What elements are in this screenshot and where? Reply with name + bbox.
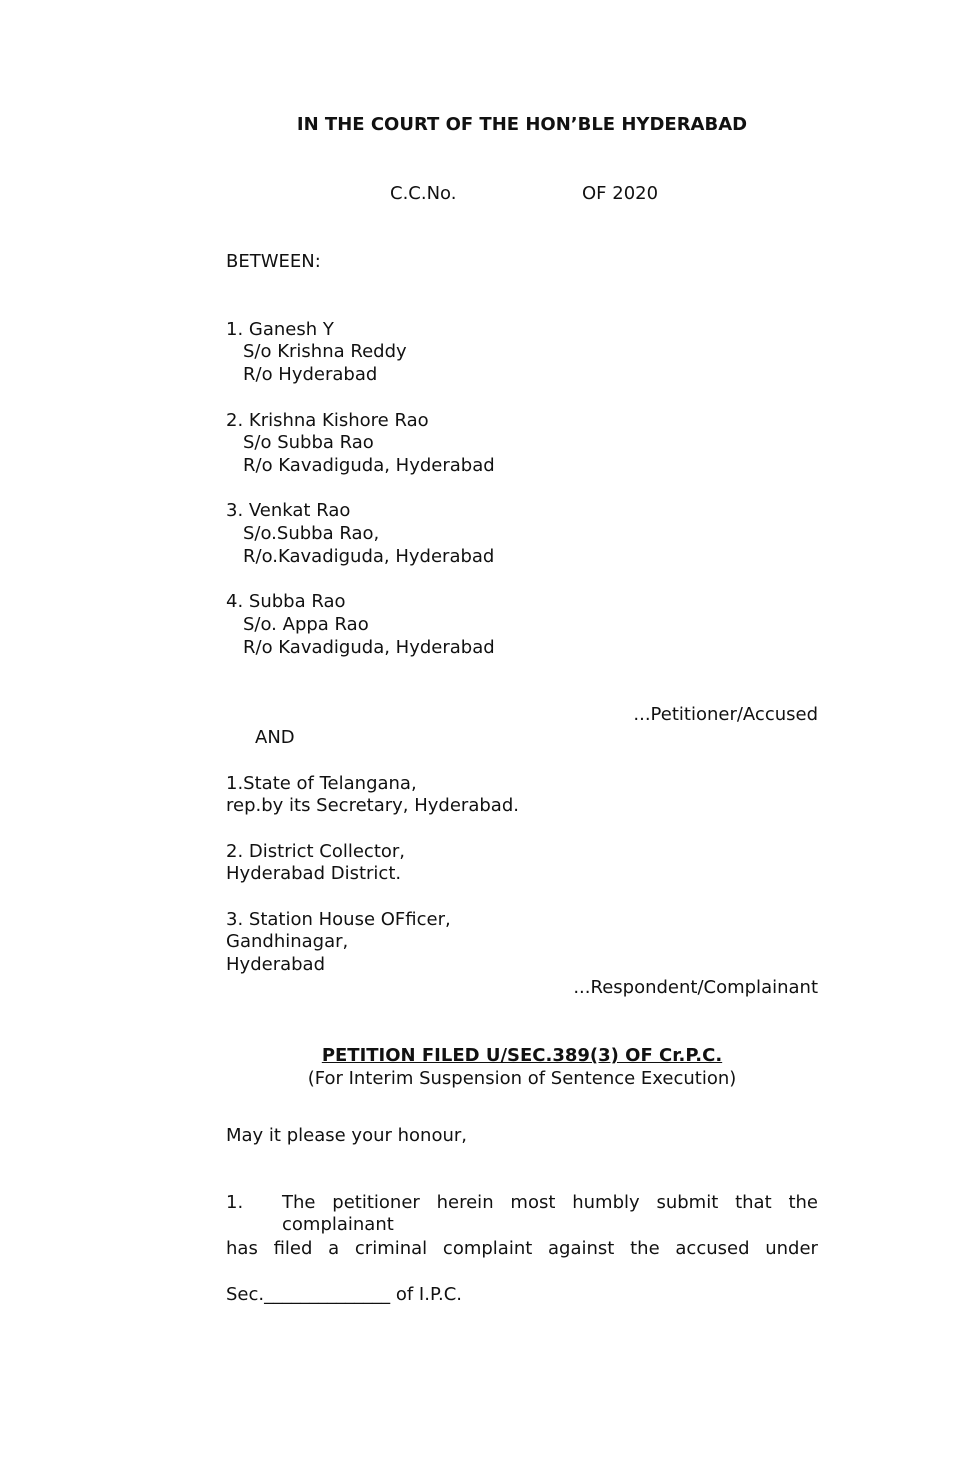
respondent-line: rep.by its Secretary, Hyderabad. — [226, 795, 519, 816]
respondent-line: Gandhinagar, — [226, 931, 349, 952]
word: filed — [273, 1238, 313, 1259]
petitioner-parent: S/o Subba Rao — [243, 432, 374, 453]
petitioner-name: 2. Krishna Kishore Rao — [226, 410, 429, 431]
petitioner-residence: R/o Kavadiguda, Hyderabad — [243, 455, 495, 476]
respondent-line: 2. District Collector, — [226, 841, 406, 862]
petitioner-role: ...Petitioner/Accused — [633, 704, 818, 725]
case-number-label: C.C.No. — [390, 183, 457, 204]
case-year: OF 2020 — [582, 183, 659, 204]
petition-heading: PETITION FILED U/SEC.389(3) OF Cr.P.C. — [321, 1045, 723, 1066]
petition-subheading: (For Interim Suspension of Sentence Execution) — [307, 1068, 737, 1089]
petitioner-name: 4. Subba Rao — [226, 591, 346, 612]
word: the — [630, 1238, 660, 1259]
paragraph-number: 1. — [226, 1192, 244, 1213]
between-label: BETWEEN: — [226, 251, 321, 272]
respondent-line: Hyderabad — [226, 954, 325, 975]
petitioner-parent: S/o. Appa Rao — [243, 614, 369, 635]
respondent-role: ...Respondent/Complainant — [573, 977, 818, 998]
respondent-line: Hyderabad District. — [226, 863, 402, 884]
word: criminal — [354, 1238, 428, 1259]
paragraph-line: Sec.______________ of I.P.C. — [226, 1284, 463, 1305]
petitioner-parent: S/o.Subba Rao, — [243, 523, 380, 544]
petitioner-residence: R/o Hyderabad — [243, 364, 378, 385]
petitioner-name: 3. Venkat Rao — [226, 500, 351, 521]
respondent-line: 1.State of Telangana, — [226, 773, 417, 794]
court-title: IN THE COURT OF THE HON’BLE HYDERABAD — [296, 114, 748, 135]
petitioner-residence: R/o Kavadiguda, Hyderabad — [243, 637, 495, 658]
paragraph-line: The petitioner herein most humbly submit that the complainant — [282, 1192, 818, 1235]
respondent-line: 3. Station House OFficer, — [226, 909, 451, 930]
petitioner-name: 1. Ganesh Y — [226, 319, 334, 340]
salutation: May it please your honour, — [226, 1125, 467, 1146]
word: has — [226, 1238, 258, 1259]
petitioner-residence: R/o.Kavadiguda, Hyderabad — [243, 546, 495, 567]
word: against — [548, 1238, 615, 1259]
word: a — [328, 1238, 340, 1259]
word: complaint — [442, 1238, 533, 1259]
word: under — [765, 1238, 818, 1259]
and-label: AND — [255, 727, 295, 748]
petitioner-parent: S/o Krishna Reddy — [243, 341, 407, 362]
word: accused — [675, 1238, 750, 1259]
paragraph-line — [226, 1238, 818, 1260]
